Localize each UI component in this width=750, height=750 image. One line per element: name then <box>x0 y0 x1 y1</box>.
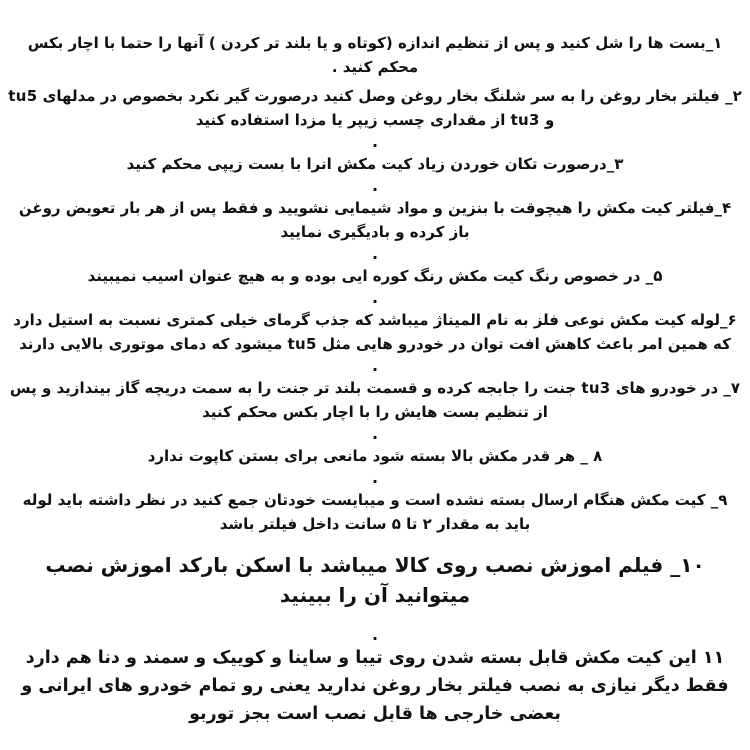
instruction-text: ۳_درصورت تکان خوردن زیاد کیت مکش انرا با بست زیپی محکم کنید <box>126 155 624 173</box>
engine-model-code: tu5 <box>287 335 317 353</box>
instruction-item-10 <box>8 550 742 610</box>
instruction-text: ۴_فیلتر کیت مکش را هیچوقت با بنزین و مواد شیمایی نشویید و فقط پس از هر بار تعویض روغن باز کرده و بادیگیری نمایید <box>18 199 732 241</box>
instruction-item-5 <box>8 264 742 288</box>
instruction-text: ۸ _ هر قدر مکش بالا بسته شود مانعی برای بستن کاپوت ندارد <box>147 447 603 465</box>
section-separator-dot: . <box>371 176 379 195</box>
instruction-item-7 <box>8 376 742 424</box>
instruction-text: ۱۰_ فیلم اموزش نصب روی کالا میباشد با اسکن بارکد اموزش نصب میتوانید آن را ببینید <box>45 553 705 607</box>
instruction-item-2 <box>8 84 742 132</box>
instructions-list <box>8 31 742 728</box>
instruction-text: ۹_ کیت مکش هنگام ارسال بسته نشده است و میبایست خودتان جمع کنید در نظر داشته باید لوله باید به مقدار ۲ تا ۵ سانت داخل فیلتر باشد <box>22 491 728 533</box>
section-separator-dot: . <box>371 468 379 487</box>
section-separator-dot: . <box>371 288 379 307</box>
instruction-text: و <box>539 111 555 129</box>
section-separator-dot: . <box>371 132 379 151</box>
instruction-text: جنت را جابجه کرده و قسمت بلند تر جنت را به سمت دریچه گاز بیندازید و پس از تنظیم بست هایش را با اچار بکس محکم کنید <box>9 379 582 421</box>
instruction-text: از مقداری چسب زیپر یا مزدا استفاده کنید <box>195 111 511 129</box>
instruction-text: ۵_ در خصوص رنگ کیت مکش رنگ کوره ایی بوده و به هیچ عنوان اسیب نمیبیند <box>87 267 663 285</box>
engine-model-code: tu3 <box>581 379 611 397</box>
instruction-item-6 <box>8 308 742 356</box>
section-separator-dot: . <box>371 424 379 443</box>
instruction-item-3 <box>8 152 742 176</box>
instruction-text: میشود که دمای موتوری بالایی دارند <box>19 335 288 353</box>
engine-model-code: tu3 <box>510 111 540 129</box>
instruction-item-4 <box>8 196 742 244</box>
instruction-text: ۲_ فیلتر بخار روغن را به سر شلنگ بخار روغن وصل کنید درصورت گیر نکرد بخصوص در مدلهای <box>37 87 742 105</box>
instruction-text: ۱۱ این کیت مکش قابل بسته شدن روی تیبا و ساینا و کوییک و سمند و دنا هم دارد فقط دیگر نیازی به نصب فیلتر بخار روغن ندارید یعنی رو تمام خودرو های ایرانی و بعضی خارجی ها قابل نصب است بجز توربو <box>21 648 729 724</box>
instruction-text: ۶_لوله کیت مکش نوعی فلز به نام المیناژ میباشد که جذب گرمای خیلی کمتری نسبت به استیل دارد که همین امر باعث کاهش افت توان در خودرو هایی مثل <box>13 311 737 353</box>
engine-model-code: tu5 <box>8 87 38 105</box>
section-separator-dot: . <box>371 244 379 263</box>
instruction-item-9 <box>8 488 742 536</box>
instruction-item-1 <box>8 31 742 79</box>
instruction-item-8 <box>8 444 742 468</box>
section-separator-dot: . <box>371 356 379 375</box>
instruction-item-11 <box>8 644 742 728</box>
section-separator-dot: . <box>371 625 379 644</box>
instruction-text: ۱_بست ها را شل کنید و پس از تنظیم اندازه (کوتاه و یا بلند تر کردن ) آنها را حتما با اچار بکس محکم کنید . <box>27 34 723 76</box>
instruction-text: ۷_ در خودرو های <box>610 379 741 397</box>
